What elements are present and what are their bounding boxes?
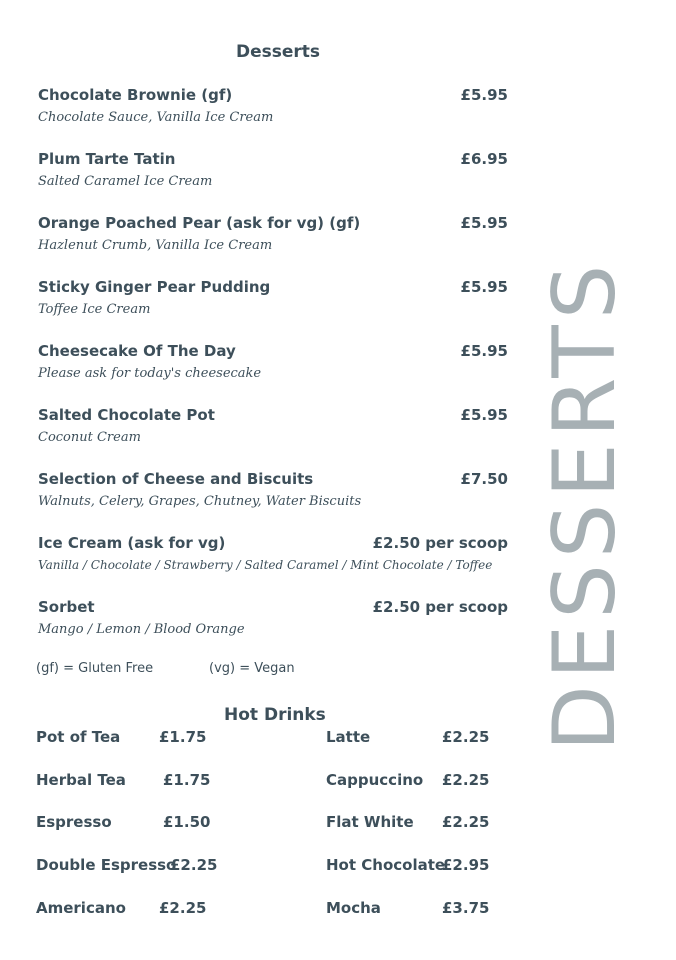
drink-price: £1.75 xyxy=(159,728,207,746)
dessert-description: Coconut Cream xyxy=(38,430,141,445)
drink-name: Americano xyxy=(36,899,126,917)
drink-name: Latte xyxy=(326,728,371,746)
dessert-price: £2.50 per scoop xyxy=(372,598,508,616)
drink-name: Mocha xyxy=(326,899,381,917)
dessert-price: £5.95 xyxy=(460,86,508,104)
hot-drinks-heading: Hot Drinks xyxy=(224,705,326,725)
dessert-description: Toffee Ice Cream xyxy=(38,302,151,317)
dessert-price: £5.95 xyxy=(460,342,508,360)
dessert-price: £5.95 xyxy=(460,278,508,296)
gluten-free-legend: (gf) = Gluten Free xyxy=(36,661,154,676)
drink-price: £2.25 xyxy=(442,771,490,789)
drink-price: £2.25 xyxy=(159,899,207,917)
dessert-description: Salted Caramel Ice Cream xyxy=(38,174,213,189)
dessert-name: Sorbet xyxy=(38,598,95,616)
drink-price: £1.75 xyxy=(163,771,211,789)
dessert-name: Plum Tarte Tatin xyxy=(38,150,176,168)
dessert-description: Vanilla / Chocolate / Strawberry / Salted Caramel / Mint Chocolate / Toffee xyxy=(38,558,493,572)
drink-price: £2.25 xyxy=(170,856,218,874)
drink-name: Pot of Tea xyxy=(36,728,121,746)
drink-name: Espresso xyxy=(36,813,112,831)
vertical-desserts-text: DESSERTS xyxy=(535,258,635,752)
drink-name: Hot Chocolate xyxy=(326,856,446,874)
desserts-heading: Desserts xyxy=(236,42,321,62)
dessert-price: £5.95 xyxy=(460,406,508,424)
dessert-price: £6.95 xyxy=(460,150,508,168)
drink-price: £2.25 xyxy=(442,728,490,746)
drink-price: £1.50 xyxy=(163,813,211,831)
dessert-price: £7.50 xyxy=(460,470,508,488)
dessert-price: £5.95 xyxy=(460,214,508,232)
dessert-name: Sticky Ginger Pear Pudding xyxy=(38,278,271,296)
dessert-name: Selection of Cheese and Biscuits xyxy=(38,470,314,488)
dessert-name: Chocolate Brownie (gf) xyxy=(38,86,233,104)
dessert-name: Cheesecake Of The Day xyxy=(38,342,236,360)
drink-name: Cappuccino xyxy=(326,771,424,789)
dessert-description: Hazlenut Crumb, Vanilla Ice Cream xyxy=(38,238,273,253)
drink-price: £2.95 xyxy=(442,856,490,874)
dessert-description: Walnuts, Celery, Grapes, Chutney, Water Biscuits xyxy=(38,494,362,509)
vegan-legend: (vg) = Vegan xyxy=(209,661,295,676)
dessert-description: Please ask for today's cheesecake xyxy=(38,366,262,381)
dessert-name: Salted Chocolate Pot xyxy=(38,406,215,424)
drink-price: £2.25 xyxy=(442,813,490,831)
dessert-description: Chocolate Sauce, Vanilla Ice Cream xyxy=(38,110,274,125)
drink-name: Flat White xyxy=(326,813,414,831)
dessert-name: Orange Poached Pear (ask for vg) (gf) xyxy=(38,214,361,232)
dessert-price: £2.50 per scoop xyxy=(372,534,508,552)
drink-name: Herbal Tea xyxy=(36,771,126,789)
dessert-description: Mango / Lemon / Blood Orange xyxy=(38,622,245,637)
drink-price: £3.75 xyxy=(442,899,490,917)
drink-name: Double Espresso xyxy=(36,856,177,874)
dessert-name: Ice Cream (ask for vg) xyxy=(38,534,226,552)
